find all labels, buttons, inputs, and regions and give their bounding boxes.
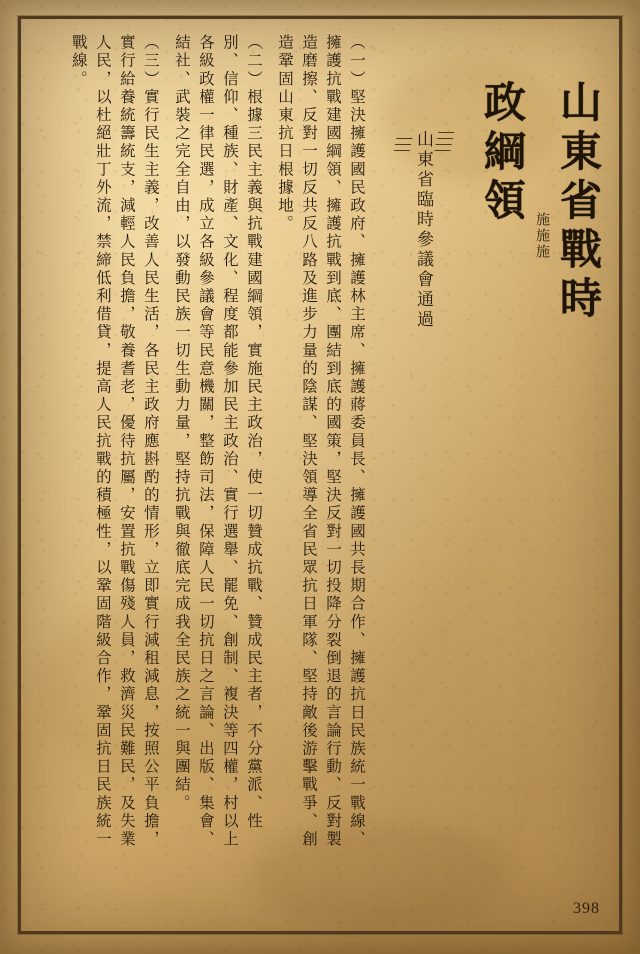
paragraph-3: （三）實行民生主義，改善人民生活，各民主政府應斟酌的情形，立即實行減租減息，按照公平負擔，實行給養統籌統支，減輕人民負擔，敬養耆老，優待抗屬，安置抗戰傷殘人員，救濟災民難民，及失業人民，以杜絕壯丁外流，禁締低利借貸，提高人民抗戰的積極性，以鞏固階級合作，鞏固抗日民族統一戰線。 [69, 34, 160, 849]
byline [395, 34, 452, 330]
title-annotation: 施施施 [534, 212, 550, 260]
body-text [67, 34, 369, 854]
paragraph-2: （二）根據三民主義與抗戰建國綱領，實施民主政治，使一切贊成抗戰、贊成民主者，不分黨派、性別、信仰、種族、財產、文化、程度都能參加民主政治、實行選舉、罷免、創制、複決等四權，村以上各級政權一律民選，成立各級參議會等民意機關，整飭司法，保障人民一切抗日之言論、出版、集會、結社、武裝之完全自由，以發動民族一切生動力量，堅持抗戰與徹底完成我全民族之統一與團結。 [172, 34, 263, 849]
wave-rule-end-icon [393, 136, 413, 154]
page-content [30, 34, 610, 900]
paragraph-1: （一）堅決擁護國民政府、擁護林主席、擁護蔣委員長、擁護國共長期合作、擁護抗日民族統一戰線、擁護抗戰建國綱領、擁護抗戰到底、團結到底的國策，堅決反對一切投降分裂倒退的言論行動、反對製造磨擦、反對一切反共反八路及進步力量的陰謀、堅決領導全省民眾抗日軍隊、堅持敵後游擊戰爭、創造鞏固山東抗日根據地。 [275, 34, 366, 849]
title-block [472, 34, 608, 325]
document-title: 山東省戰時 [554, 80, 603, 325]
byline-text: 山東省臨時參議會通過 [413, 130, 433, 330]
wave-rule-icon [433, 130, 455, 156]
page-number: 398 [573, 900, 600, 917]
document-title-second: 政綱領 [478, 80, 527, 227]
